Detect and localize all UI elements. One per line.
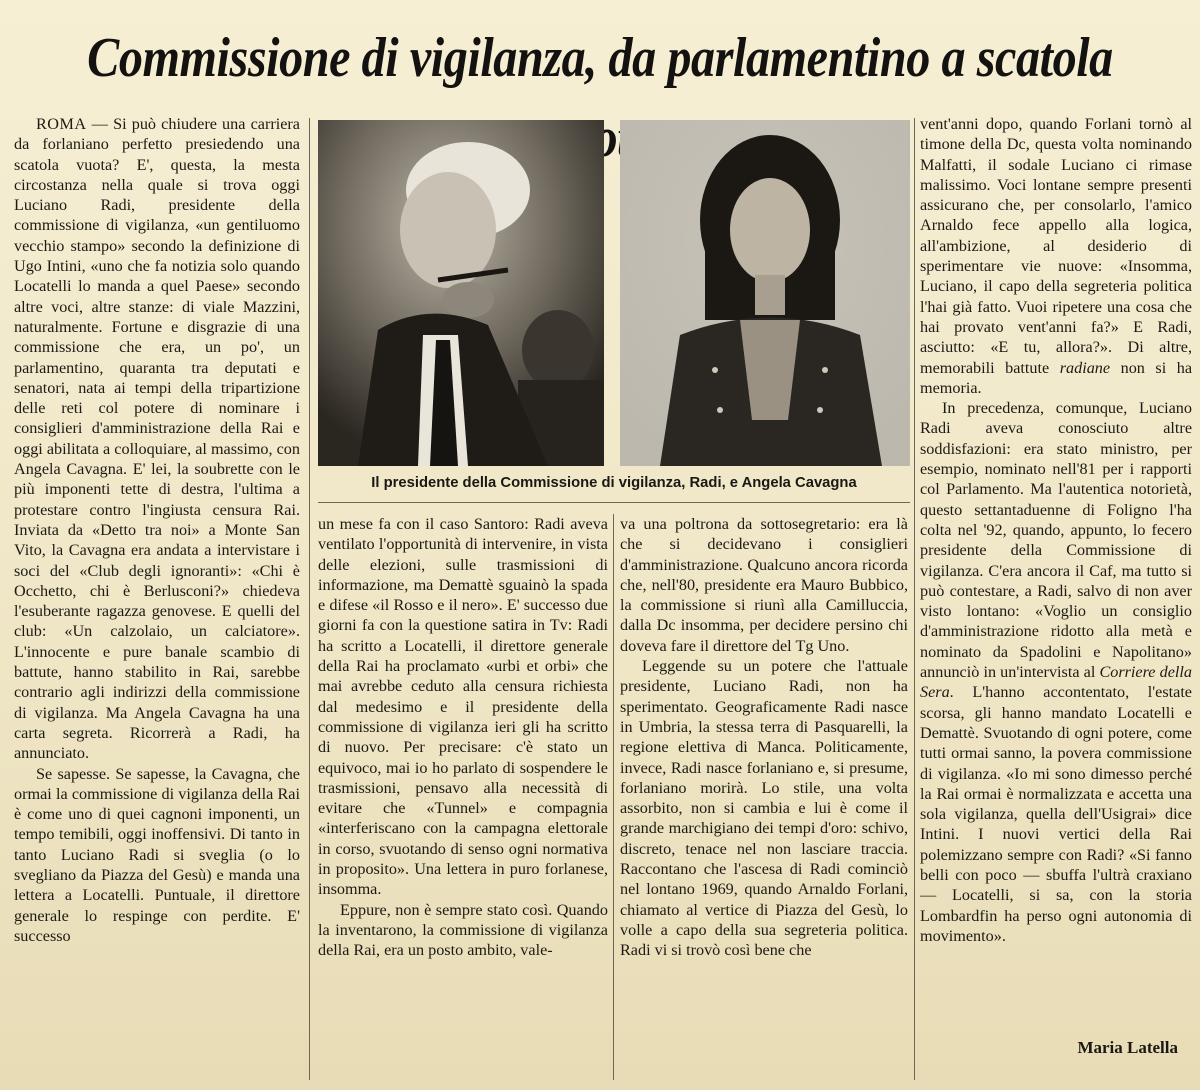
- photo-radi-image: [318, 120, 604, 466]
- article-column-4: [920, 114, 1192, 1034]
- paragraph: va una poltrona da sottosegretario: era là che si decidevano i consiglieri d'amministrazione. Qualcuno ancora ricorda che, nell'80, presidente era Mauro Bubbico, la commissione si riunì alla Camilluccia, dalla Dc insomma, per decidere persino chi doveva fare il direttore del Tg Uno.: [620, 515, 908, 655]
- paragraph: un mese fa con il caso Santoro: Radi aveva ventilato l'opportunità di intervenire, in vista delle elezioni, sulle trasmissioni di informazione, ma Demattè sguainò la spada e difese «il Rosso e il nero». E' successo due giorni fa con la questione satira in Tv: Radi ha scritto a Locatelli, il direttore generale della Rai ha proclamato «urbi et orbi» che mai avrebbe ceduto alla censura richiesta dal medesimo e il presidente della commissione di vigilanza ieri gli ha scritto di nuovo. Per precisare: c'è stato un equivoco, mai io ho parlato di sospendere le trasmissioni, pensavo alla necessità di evitare che «Tunnel» e compagnia «interferiscano con la campagna elettorale in corso, svuotando di senso ogni normativa in proposito». Una lettera in puro forlanese, insomma.: [318, 515, 608, 899]
- headline: Commissione di vigilanza, da parlamentino a scatola: [87, 27, 1113, 89]
- dateline: ROMA: [36, 115, 87, 133]
- article-column-3: [620, 514, 908, 1082]
- paragraph: Leggende su un potere che l'attuale presidente, Luciano Radi, non ha sperimentato. Geograficamente Radi nasce in Umbria, la stessa terra di Pasquarelli, la regione elettiva di Manca. Politicamente, invece, Radi nasce forlaniano e, si presume, forlaniano morirà. Lo stile, una volta assorbito, non si cambia e lui è come il grande marchigiano dei tempi d'oro: schivo, discreto, tenace nel non lasciare traccia. Raccontano che l'ascesa di Radi cominciò nel lontano 1969, quando Arnaldo Forlani, chiamato al vertice di Piazza del Gesù, lo volle a capo della sua segreteria politica. Radi vi si trovò così bene che: [620, 657, 908, 960]
- paragraph-text: In precedenza, comunque, Luciano Radi aveva conosciuto altre soddisfazioni: era stato ministro, per esempio, nominato nell'81 per i rapporti col Parlamento. Ma l'autentica notorietà, questo settantaduenne di Foligno l'ha colta nel '92, quando, appunto, lo fecero presidente della Commissione di vigilanza. C'era ancora il Caf, ma tutto si può contestare, a Radi, salvo di non aver visto lontano: «Voglio un consiglio d'amministrazione ridotto alla metà e nominato da Spadolini e Napolitano» annunciò in un'intervista al: [920, 399, 1192, 682]
- paragraph-text: vent'anni dopo, quando Forlani tornò al timone della Dc, questa volta nominando Malfatti, il sodale Luciano ci rimase malissimo. Voci lontane sempre presenti assicurano che, per consolarlo, l'amico Arnaldo fece appello alla logica, all'ambizione, al desiderio di sperimentare vie nuove: «Insomma, Luciano, il capo della segreteria politica l'hai già fatto. Vuoi ripetere una cosa che hai provato vent'anni fa?» E Radi, asciutto: «E tu, allora?». Di altre, memorabili battute: [920, 115, 1192, 377]
- paragraph-text: non si ha memoria.: [920, 358, 1192, 397]
- author-byline: Maria Latella: [1077, 1038, 1178, 1057]
- newspaper-name: Corriere della Sera: [920, 663, 1192, 702]
- italic-text: radiane: [1059, 358, 1111, 377]
- paragraph: [920, 398, 1192, 946]
- article-column-2: [318, 514, 608, 1082]
- caption-divider: [318, 502, 910, 503]
- photo-cavagna-image: [620, 120, 910, 466]
- paragraph-text: — Si può chiudere una carriera da forlaniano perfetto presiedendo una scatola vuota? E', questa, la mesta circostanza nella quale si trova oggi Luciano Radi, presidente della commissione di vigilanza, «un gentiluomo vecchio stampo» secondo la definizione di Ugo Intini, «uno che fa notizia solo quando Locatelli lo manda a quel Paese» secondo altre voci, altre stanze: di viale Mazzini, naturalmente. Fortune e disgrazie di una commissione che era, un po', un parlamentino, quaranta tra deputati e senatori, nata ai tempi della tripartizione delle reti col potere di nominare i consiglieri d'amministrazione della Rai e oggi abilitata a colloquiare, al massimo, con Angela Cavagna. E' lei, la soubrette con le più imponenti tette di destra, l'ultima a protestare contro l'ingiusta censura Rai. Inviata da «Detto tra noi» a Monte San Vito, la Cavagna era andata a intervistare i soci del «Club degli ignoranti»: «Chi è Occhetto, chi è Berlusconi?» chiedeva l'esuberante ragazza genovese. E quelli del club: «Un calzolaio, un calciatore». L'innocente e pure banale scambio di battute, hanno stabilito in Rai, sarebbe contrario agli indirizzi della commissione di vigilanza. Ma Angela Cavagna ha una carta segreta. Ricorrerà a Radi, ha annunciato.: [14, 115, 300, 763]
- paragraph: [14, 114, 300, 764]
- column-divider: [613, 514, 614, 1080]
- photo-caption: Il presidente della Commissione di vigilanza, Radi, e Angela Cavagna: [371, 475, 857, 491]
- column-divider: [914, 118, 915, 1080]
- photo-luciano-radi: [318, 120, 604, 466]
- column-divider: [309, 118, 310, 1080]
- paragraph: [920, 114, 1192, 398]
- article-column-1: [14, 114, 300, 1082]
- paragraph-text: . L'hanno accontentato, l'estate scorsa, gli hanno mandato Locatelli e Demattè. Svuotando di ogni potere, come tutti ormai sanno, la povera commissione di vigilanza. «Io mi sono dimesso perché la Rai ormai è normalizzata e accetta una sola vigilanza, quella dell'Usigrai» dice Intini. I nuovi vertici della Rai polemizzano sempre con Radi? «Si fanno belli con poco — sbuffa l'ultrà craxiano — Locatelli, si sa, con la storia Lombardfin ha perso ogni autonomia di movimento».: [920, 683, 1192, 945]
- paragraph: Se sapesse. Se sapesse, la Cavagna, che ormai la commissione di vigilanza della Rai è come uno di quei cagnoni imponenti, un tempo temibili, oggi inoffensivi. Di tanto in tanto Luciano Radi si sveglia (o lo svegliano da Piazza del Gesù) e manda una lettera a Locatelli. Puntuale, il direttore generale lo respinge con perdite. E' successo: [14, 764, 300, 945]
- photo-angela-cavagna: [620, 120, 910, 466]
- paragraph: Eppure, non è sempre stato così. Quando la inventarono, la commissione di vigilanza della Rai, era un posto ambito, vale-: [318, 900, 608, 960]
